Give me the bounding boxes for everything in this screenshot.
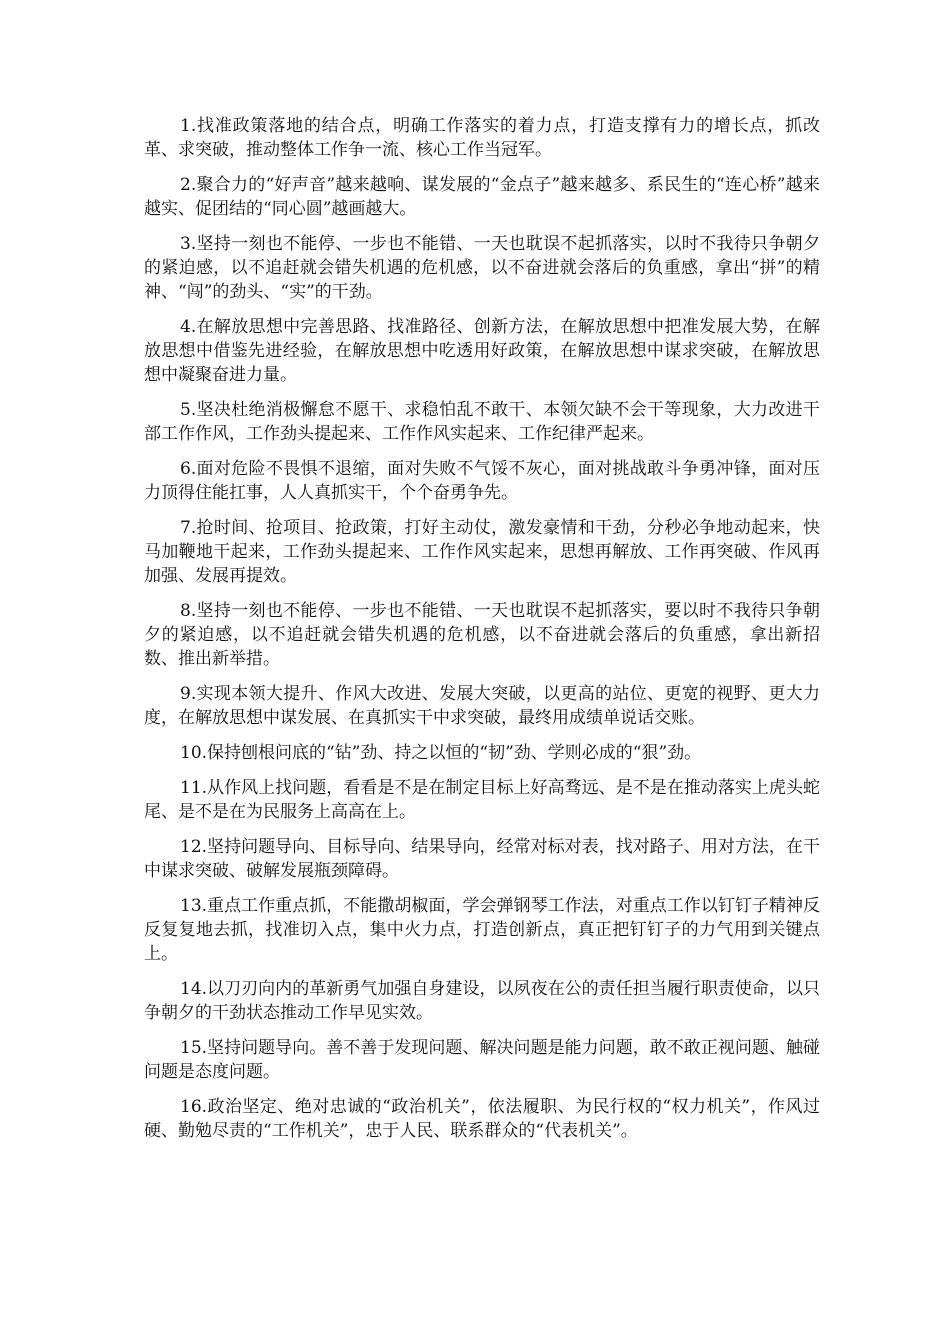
paragraph-8: 8.坚持一刻也不能停、一步也不能错、一天也耽误不起抓落实，要以时不我待只争朝夕的紧迫感，以不追赶就会错失机遇的危机感，以不奋进就会落后的负重感，拿出新招数、推出新举措。	[144, 601, 820, 669]
document-body	[144, 114, 820, 1154]
paragraph-6: 6.面对危险不畏惧不退缩，面对失败不气馁不灰心，面对挑战敢斗争勇冲锋，面对压力顶得住能扛事，人人真抓实干，个个奋勇争先。	[144, 459, 820, 503]
paragraph-7: 7.抢时间、抢项目、抢政策，打好主动仗，激发豪情和干劲，分秒必争地动起来，快马加鞭地干起来，工作劲头提起来、工作作风实起来，思想再解放、工作再突破、作风再加强、发展再提效。	[144, 518, 820, 586]
paragraph-9: 9.实现本领大提升、作风大改进、发展大突破，以更高的站位、更宽的视野、更大力度，在解放思想中谋发展、在真抓实干中求突破，最终用成绩单说话交账。	[144, 684, 820, 728]
paragraph-16: 16.政治坚定、绝对忠诚的“政治机关”，依法履职、为民行权的“权力机关”，作风过硬、勤勉尽责的“工作机关”，忠于人民、联系群众的“代表机关”。	[144, 1097, 820, 1141]
paragraph-10: 10.保持刨根问底的“钻”劲、持之以恒的“韧”劲、学则必成的“狠”劲。	[180, 743, 702, 763]
paragraph-4: 4.在解放思想中完善思路、找准路径、创新方法，在解放思想中把准发展大势，在解放思想中借鉴先进经验，在解放思想中吃透用好政策，在解放思想中谋求突破，在解放思想中凝聚奋进力量。	[144, 317, 820, 385]
paragraph-3: 3.坚持一刻也不能停、一步也不能错、一天也耽误不起抓落实，以时不我待只争朝夕的紧迫感，以不追赶就会错失机遇的危机感，以不奋进就会落后的负重感，拿出“拼”的精神、“闯”的劲头、“实”的干劲。	[144, 234, 820, 302]
paragraph-1: 1.找准政策落地的结合点，明确工作落实的着力点，打造支撑有力的增长点，抓改革、求突破，推动整体工作争一流、核心工作当冠军。	[144, 116, 820, 160]
paragraph-13: 13.重点工作重点抓，不能撒胡椒面，学会弹钢琴工作法，对重点工作以钉钉子精神反反复复地去抓，找准切入点，集中火力点，打造创新点，真正把钉钉子的力气用到关键点上。	[144, 896, 820, 964]
paragraph-5: 5.坚决杜绝消极懈怠不愿干、求稳怕乱不敢干、本领欠缺不会干等现象，大力改进干部工作作风，工作劲头提起来、工作作风实起来、工作纪律严起来。	[144, 400, 820, 444]
paragraph-12: 12.坚持问题导向、目标导向、结果导向，经常对标对表，找对路子、用对方法，在干中谋求突破、破解发展瓶颈障碍。	[144, 837, 820, 881]
paragraph-14: 14.以刀刃向内的革新勇气加强自身建设，以夙夜在公的责任担当履行职责使命，以只争朝夕的干劲状态推动工作早见实效。	[144, 979, 820, 1023]
paragraph-11: 11.从作风上找问题，看看是不是在制定目标上好高骛远、是不是在推动落实上虎头蛇尾、是不是在为民服务上高高在上。	[144, 778, 820, 822]
paragraph-15: 15.坚持问题导向。善不善于发现问题、解决问题是能力问题，敢不敢正视问题、触碰问题是态度问题。	[144, 1038, 820, 1082]
paragraph-2: 2.聚合力的“好声音”越来越响、谋发展的“金点子”越来越多、系民生的“连心桥”越来越实、促团结的“同心圆”越画越大。	[144, 175, 820, 219]
